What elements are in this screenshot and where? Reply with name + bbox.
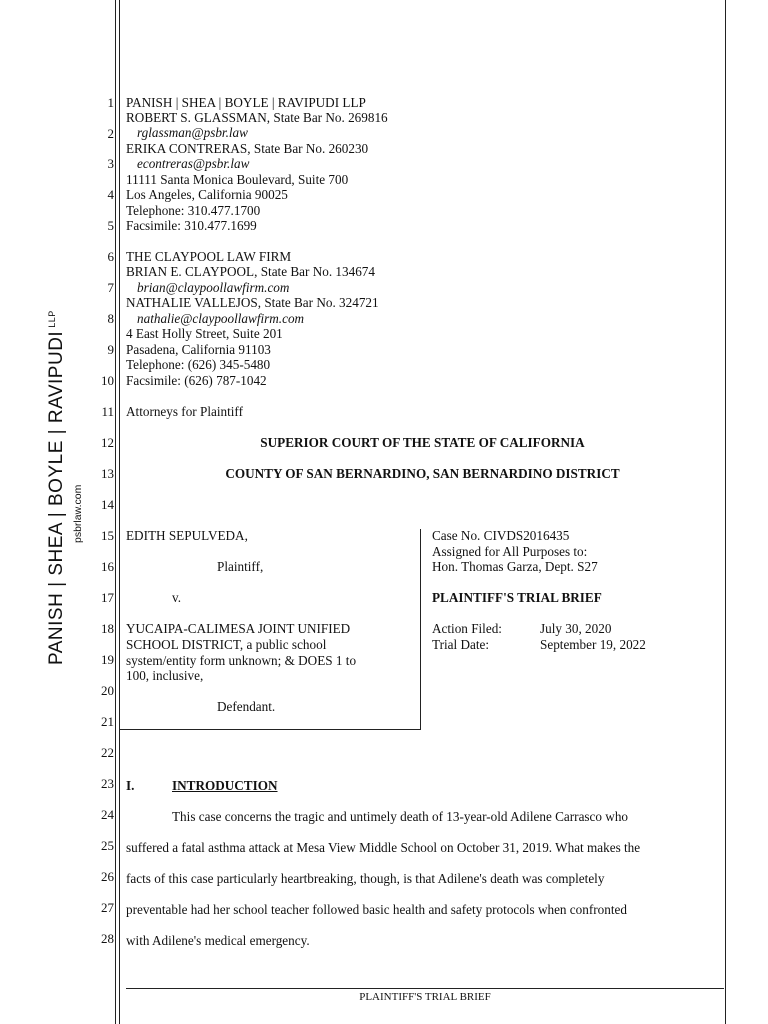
line-number: 20 — [101, 683, 114, 698]
trial-date-label: Trial Date: — [432, 637, 490, 652]
line-number: 10 — [101, 373, 114, 388]
defendant-line: SCHOOL DISTRICT, a public school — [126, 637, 327, 652]
caption-bottom-rule — [120, 729, 421, 730]
line-number: 7 — [107, 280, 114, 295]
line-number: 2 — [107, 126, 114, 141]
attorney-name: ERIKA CONTRERAS, State Bar No. 260230 — [126, 141, 369, 156]
assigned-line: Assigned for All Purposes to: — [432, 544, 588, 559]
attorney-email: econtreras@psbr.law — [137, 156, 250, 171]
plaintiff-role: Plaintiff, — [217, 559, 264, 574]
line-number: 23 — [101, 776, 114, 791]
line-number: 8 — [107, 311, 114, 326]
line-number: 12 — [101, 435, 114, 450]
defendant-line: 100, inclusive, — [126, 668, 204, 683]
right-margin-rule — [725, 0, 726, 1024]
body-line: with Adilene's medical emergency. — [126, 933, 310, 948]
line-number: 1 — [107, 95, 114, 110]
versus: v. — [172, 590, 182, 605]
case-number: Case No. CIVDS2016435 — [432, 528, 570, 543]
line-number: 3 — [107, 156, 114, 171]
line-number: 9 — [107, 342, 114, 357]
address-line: 11111 Santa Monica Boulevard, Suite 700 — [126, 172, 349, 187]
telephone: Telephone: 310.477.1700 — [126, 203, 261, 218]
line-number: 28 — [101, 931, 114, 946]
address-line: Pasadena, California 91103 — [126, 342, 271, 357]
document-title: PLAINTIFF'S TRIAL BRIEF — [432, 590, 602, 605]
defendant-line: system/entity form unknown; & DOES 1 to — [126, 653, 357, 668]
firm-vertical-logo: PANISH | SHEA | BOYLE | $RAVIPUDI^{LLP}$ — [46, 310, 67, 665]
facsimile: Facsimile: (626) 787-1042 — [126, 373, 267, 388]
action-filed-value: July 30, 2020 — [540, 621, 612, 636]
footer-title: PLAINTIFF'S TRIAL BRIEF — [359, 991, 491, 1003]
body-line: preventable had her school teacher followed basic health and safety protocols when confronted — [126, 902, 627, 917]
plaintiff-name: EDITH SEPULVEDA, — [126, 528, 248, 543]
defendant-line: YUCAIPA-CALIMESA JOINT UNIFIED — [126, 621, 351, 636]
trial-date-value: September 19, 2022 — [540, 637, 646, 652]
body-line: This case concerns the tragic and untimely death of 13-year-old Adilene Carrasco who — [172, 809, 629, 824]
line-number: 6 — [107, 249, 114, 264]
address-line: Los Angeles, California 90025 — [126, 187, 288, 202]
section-number: I. — [126, 778, 135, 793]
line-number: 5 — [107, 218, 114, 233]
line-number: 19 — [101, 652, 114, 667]
court-name: SUPERIOR COURT OF THE STATE OF CALIFORNIA — [260, 435, 585, 450]
line-number: 17 — [101, 590, 114, 605]
attorney-name: NATHALIE VALLEJOS, State Bar No. 324721 — [126, 295, 379, 310]
body-line: facts of this case particularly heartbreaking, though, is that Adilene's death was completely — [126, 871, 605, 886]
line-number: 24 — [101, 807, 114, 822]
line-number: 27 — [101, 900, 114, 915]
firm-website: psbrlaw.com — [72, 484, 84, 543]
firm-name: THE CLAYPOOL LAW FIRM — [126, 249, 292, 264]
caption-divider — [420, 529, 421, 729]
line-number: 15 — [101, 528, 114, 543]
line-number: 4 — [107, 187, 114, 202]
section-heading: INTRODUCTION — [172, 778, 278, 793]
attorney-name: ROBERT S. GLASSMAN, State Bar No. 269816 — [126, 110, 388, 125]
attorney-email: rglassman@psbr.law — [137, 125, 248, 140]
line-number: 18 — [101, 621, 114, 636]
address-line: 4 East Holly Street, Suite 201 — [126, 326, 283, 341]
attorney-email: brian@claypoollawfirm.com — [137, 280, 290, 295]
line-number: 25 — [101, 838, 114, 853]
court-county: COUNTY OF SAN BERNARDINO, SAN BERNARDINO DISTRICT — [225, 466, 620, 481]
telephone: Telephone: (626) 345-5480 — [126, 357, 271, 372]
left-margin-rule-outer — [115, 0, 116, 1024]
line-number: 13 — [101, 466, 114, 481]
line-number: 22 — [101, 745, 114, 760]
attorney-name: BRIAN E. CLAYPOOL, State Bar No. 134674 — [126, 264, 375, 279]
facsimile: Facsimile: 310.477.1699 — [126, 218, 257, 233]
attorney-email: nathalie@claypoollawfirm.com — [137, 311, 305, 326]
action-filed-label: Action Filed: — [432, 621, 502, 636]
line-number: 26 — [101, 869, 114, 884]
footer-rule — [126, 988, 724, 989]
line-number: 11 — [101, 404, 114, 419]
line-number: 14 — [101, 497, 114, 512]
attorneys-for: Attorneys for Plaintiff — [126, 404, 243, 419]
left-margin-rule-inner — [119, 0, 120, 1024]
line-number: 21 — [101, 714, 114, 729]
body-line: suffered a fatal asthma attack at Mesa View Middle School on October 31, 2019. What makes the — [126, 840, 641, 855]
line-number: 16 — [101, 559, 114, 574]
firm-name: PANISH | SHEA | BOYLE | RAVIPUDI LLP — [126, 95, 366, 110]
assigned-judge: Hon. Thomas Garza, Dept. S27 — [432, 559, 598, 574]
defendant-role: Defendant. — [217, 699, 276, 714]
